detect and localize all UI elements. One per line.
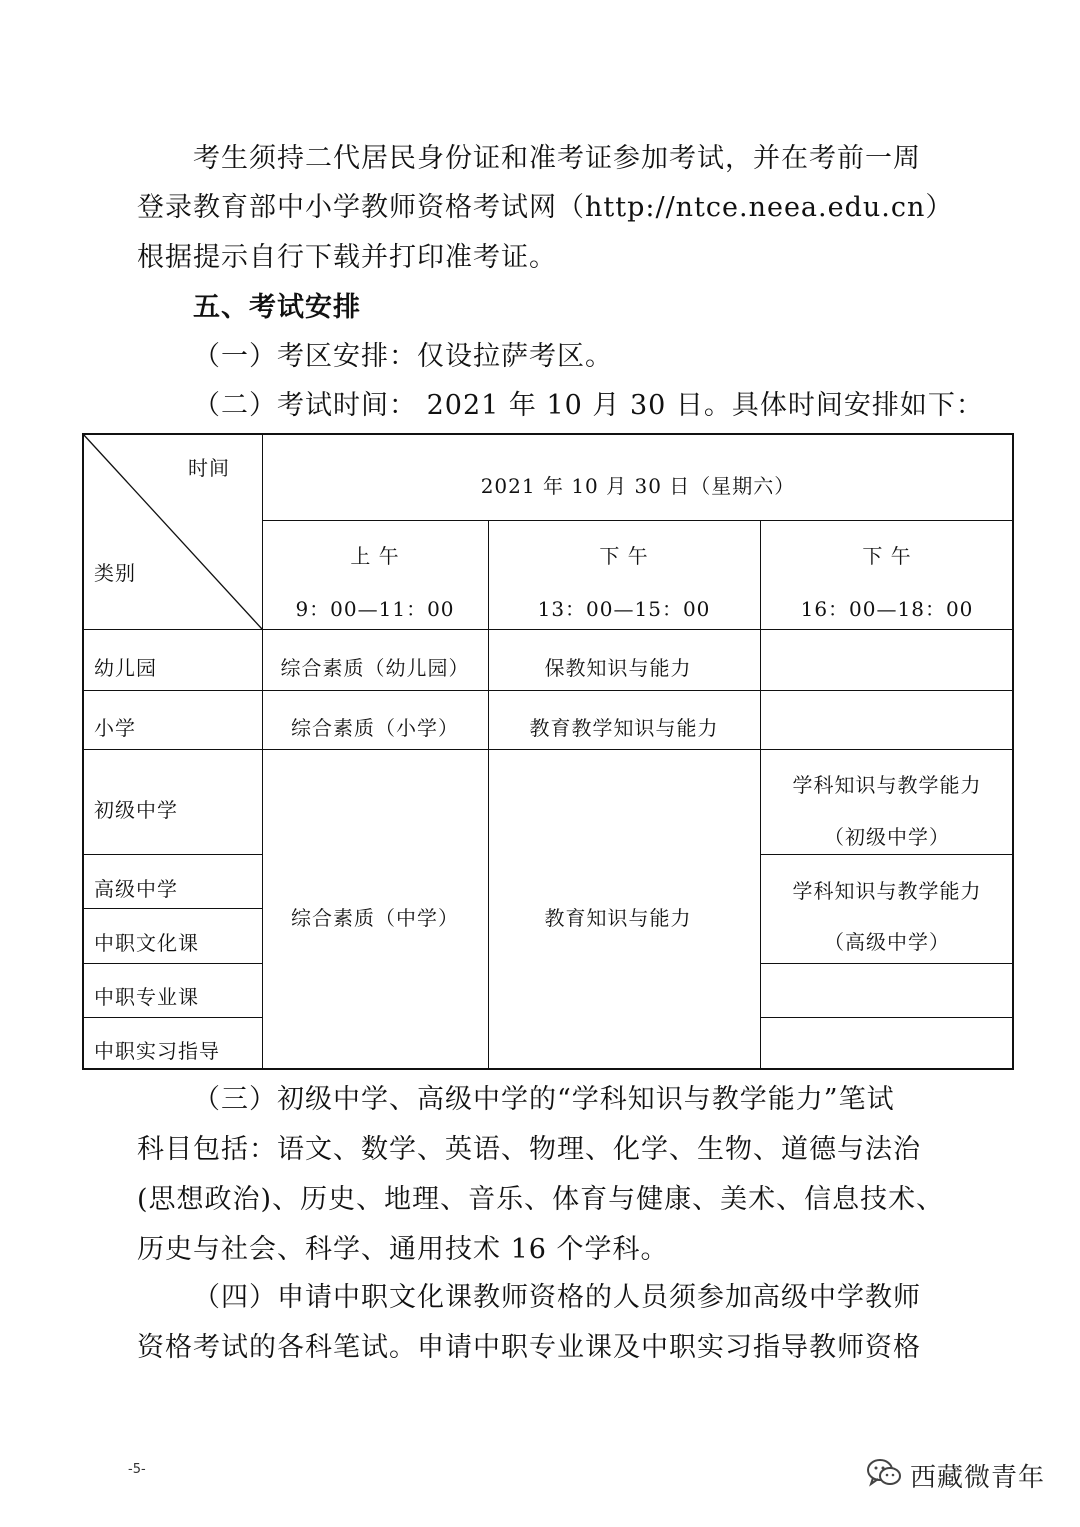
table-hline	[760, 854, 1014, 855]
table-hline	[760, 963, 1014, 964]
session-label: 下 午	[599, 544, 649, 568]
row-label-senior: 高级中学	[94, 877, 178, 901]
watermark	[866, 1455, 1045, 1495]
table-vline	[488, 520, 489, 1070]
table-hline	[82, 1017, 262, 1018]
cell-primary-pm: 教育教学知识与能力	[529, 716, 719, 740]
schedule-table	[82, 433, 1014, 1070]
row-label-junior: 初级中学	[94, 798, 178, 822]
session-label: 上 午	[350, 544, 400, 568]
body-line: (思想政治)、历史、地理、音乐、体育与健康、美术、信息技术、	[137, 1184, 945, 1215]
row-label-voc-major: 中职专业课	[94, 985, 199, 1009]
cell-kindergarten-am: 综合素质（幼儿园）	[280, 656, 470, 680]
session-label: 下 午	[862, 544, 912, 568]
table-hline	[760, 1017, 1014, 1018]
subsection-time: （二）考试时间： 2021 年 10 月 30 日。具体时间安排如下：	[193, 390, 984, 421]
corner-label-category: 类别	[94, 561, 136, 585]
body-line: 考生须持二代居民身份证和准考证参加考试，并在考前一周	[193, 143, 921, 174]
table-hline	[262, 520, 1014, 521]
cell-senior-subject: 学科知识与教学能力	[792, 879, 982, 903]
table-hline	[82, 749, 1014, 750]
session-time: 13：00—15：00	[537, 597, 711, 621]
page-number: -5-	[128, 1462, 146, 1477]
corner-diagonal	[82, 433, 263, 630]
cell-junior-subject-note: （初级中学）	[824, 825, 950, 849]
session-time: 9：00—11：00	[295, 597, 455, 621]
cell-primary-am: 综合素质（小学）	[291, 716, 459, 740]
table-border-bottom	[82, 1068, 1014, 1070]
row-label-voc-practice: 中职实习指导	[94, 1039, 220, 1063]
table-hline	[82, 690, 1014, 691]
body-line: 登录教育部中小学教师资格考试网（http://ntce.neea.edu.cn）	[137, 192, 954, 223]
table-hline	[82, 963, 262, 964]
cell-middle-pm: 教育知识与能力	[544, 906, 692, 930]
table-hline	[82, 908, 262, 909]
cell-kindergarten-pm: 保教知识与能力	[544, 656, 692, 680]
wechat-icon	[866, 1458, 902, 1492]
cell-middle-am: 综合素质（中学）	[291, 906, 459, 930]
section-heading: 五、考试安排	[193, 292, 361, 323]
cell-senior-subject-note: （高级中学）	[824, 930, 950, 954]
watermark-text: 西藏微青年	[910, 1462, 1046, 1493]
body-line: 根据提示自行下载并打印准考证。	[137, 242, 557, 273]
subsection-venue: （一）考区安排：仅设拉萨考区。	[193, 341, 613, 372]
body-line: （四）申请中职文化课教师资格的人员须参加高级中学教师	[193, 1282, 921, 1313]
table-border-right	[1012, 433, 1014, 1070]
date-header: 2021 年 10 月 30 日（星期六）	[480, 474, 796, 498]
body-line: 历史与社会、科学、通用技术 16 个学科。	[137, 1234, 669, 1265]
row-label-primary: 小学	[94, 716, 136, 740]
cell-junior-subject: 学科知识与教学能力	[792, 773, 982, 797]
row-label-voc-culture: 中职文化课	[94, 931, 199, 955]
table-vline	[760, 520, 761, 1070]
corner-label-time: 时间	[188, 456, 230, 480]
body-line: 资格考试的各科笔试。申请中职专业课及中职实习指导教师资格	[137, 1332, 921, 1363]
body-line: （三）初级中学、高级中学的“学科知识与教学能力”笔试	[193, 1084, 895, 1115]
session-time: 16：00—18：00	[800, 597, 974, 621]
body-line: 科目包括：语文、数学、英语、物理、化学、生物、道德与法治	[137, 1134, 921, 1165]
row-label-kindergarten: 幼儿园	[94, 656, 157, 680]
table-hline	[82, 854, 262, 855]
